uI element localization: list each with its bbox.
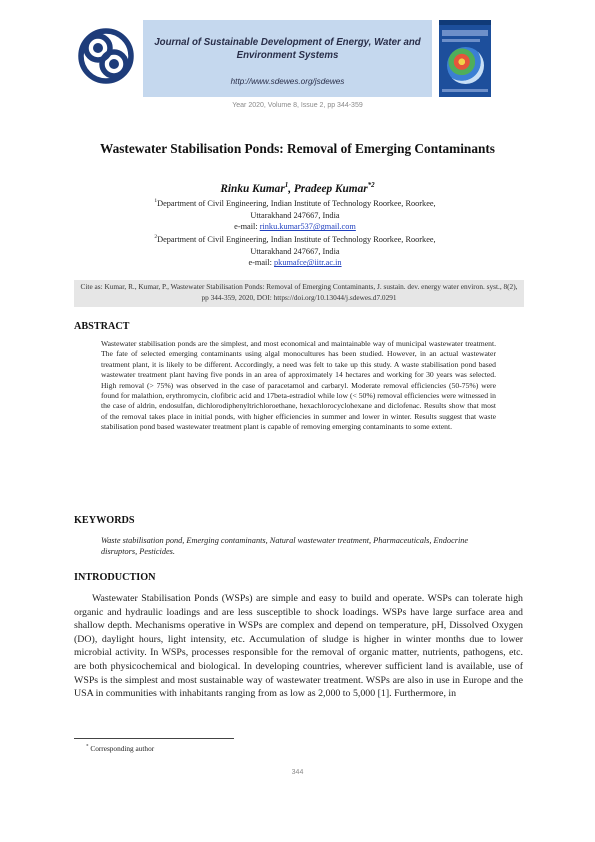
email-label: e-mail: — [234, 222, 260, 232]
abstract-text: Wastewater stabilisation ponds are the simplest, and most economical and maintainable way of municipal wastewater treatment. The fate of selected emerging contaminants using algal monocultures has been studied. However, in an actual wastewater treatment plant, it is likely to be different. Accordingly, a need was felt to take up this study. A waste stabilisation pond based wastewater treatment plant having five ponds in an area of approximately 14 hectares and working for 30 years was selected. High removal (> 75%) was observed in the case of paracetamol and carbaryl. Moderate removal efficiencies (50-75%) were found for malathion, erythromycin, clofibric acid and 17beta-estradiol while low (< 50%) removal efficiencies were witnessed in the case of aldrin, endosulfan, dichlorodiphenyltrichloroethane, hexachlorocyclohexane and diclofenac. Results show that most of the removal takes place in initial ponds, with higher efficiencies in summer and lower in winter. Results suggest that waste stabilisation pond based wastewater treatment plant is capable of removing emerging contaminants to some extent. — [101, 339, 496, 432]
footnote-divider — [74, 738, 234, 739]
introduction-text: Wastewater Stabilisation Ponds (WSPs) are simple and easy to build and operate. WSPs can tolerate high organic and hydraulic loadings and are less susceptible to shock loadings. WSPs have large surface area and shallow depth. Mechanisms operative in WSPs are complex and depend on temperature, pH, Dissolved Oxygen (DO), daylight hours, light intensity, etc. Accumulation of sludge is higher in winter months due to lower microbial activity. In WSPs, processes responsible for the removal of organic matter, nutrients, pathogens, etc. are both physicochemical and biological. In developing countries, wherever sufficient land is available, use of WSPs is the simplest and most sustainable way of wastewater treatment. WSPs are also in use in Europe and the USA in communities with inhabitants ranging from as low as 2,000 to 5,000 [1]. Furthermore, in — [74, 593, 523, 700]
keywords-heading: KEYWORDS — [74, 515, 135, 526]
affiliation-2 — [120, 232, 470, 269]
author-name: Pradeep Kumar — [293, 182, 368, 195]
cover-top-bar — [439, 20, 491, 25]
journal-url[interactable]: http://www.sdewes.org/jsdewes — [230, 77, 345, 86]
author-affiliation-mark: 1 — [284, 181, 289, 189]
author-name: Rinku Kumar — [220, 182, 285, 195]
issue-line: Year 2020, Volume 8, Issue 2, pp 344-359 — [232, 102, 363, 109]
cover-title-block — [442, 30, 488, 36]
affiliation-line: Uttarakhand 247667, India — [250, 246, 340, 256]
footnote-text: Corresponding author — [88, 744, 155, 753]
affiliation-line: Department of Civil Engineering, Indian Institute of Technology Roorkee, Roorkee, — [157, 234, 436, 244]
journal-cover-thumbnail — [439, 20, 491, 97]
cover-subtitle-block — [442, 39, 480, 42]
footnote-mark: * — [86, 744, 89, 750]
affiliation-line: Department of Civil Engineering, Indian Institute of Technology Roorkee, Roorkee, — [157, 198, 436, 208]
affiliation-mark: 2 — [154, 234, 158, 240]
email-link[interactable]: pkumafce@iitr.ac.in — [274, 258, 342, 268]
footnote — [86, 744, 154, 753]
sdewes-logo-icon — [76, 24, 136, 88]
keywords-text: Waste stabilisation pond, Emerging contaminants, Natural wastewater treatment, Pharmaceuticals, Endocrine disruptors, Pesticides. — [101, 536, 469, 556]
abstract-heading: ABSTRACT — [74, 321, 130, 332]
journal-header-band — [143, 20, 432, 97]
article-title: Wastewater Stabilisation Ponds: Removal of Emerging Contaminants — [100, 141, 495, 156]
cover-footer-block — [442, 89, 488, 92]
affiliation-1 — [120, 196, 470, 233]
citation-box: Cite as: Kumar, R., Kumar, P., Wastewater Stabilisation Ponds: Removal of Emerging Contaminants, J. sustain. dev. energy water environ. syst., 8(2), pp 344-359, 2020, DOI: https://doi.org/10.13044/j.sdewes.d7.0291 — [74, 280, 524, 307]
email-label: e-mail: — [248, 258, 275, 268]
author-list — [0, 181, 595, 195]
email-link[interactable]: rinku.kumar537@gmail.com — [259, 222, 356, 232]
affiliation-mark: 1 — [154, 198, 158, 204]
author-affiliation-mark: *2 — [367, 181, 375, 189]
introduction-heading: INTRODUCTION — [74, 572, 156, 583]
affiliation-line: Uttarakhand 247667, India — [250, 210, 340, 220]
journal-name: Journal of Sustainable Development of Energy, Water and Environment Systems — [154, 37, 421, 61]
page-number: 344 — [291, 769, 304, 776]
author-separator: , — [288, 182, 294, 195]
cover-graphic — [447, 47, 484, 84]
